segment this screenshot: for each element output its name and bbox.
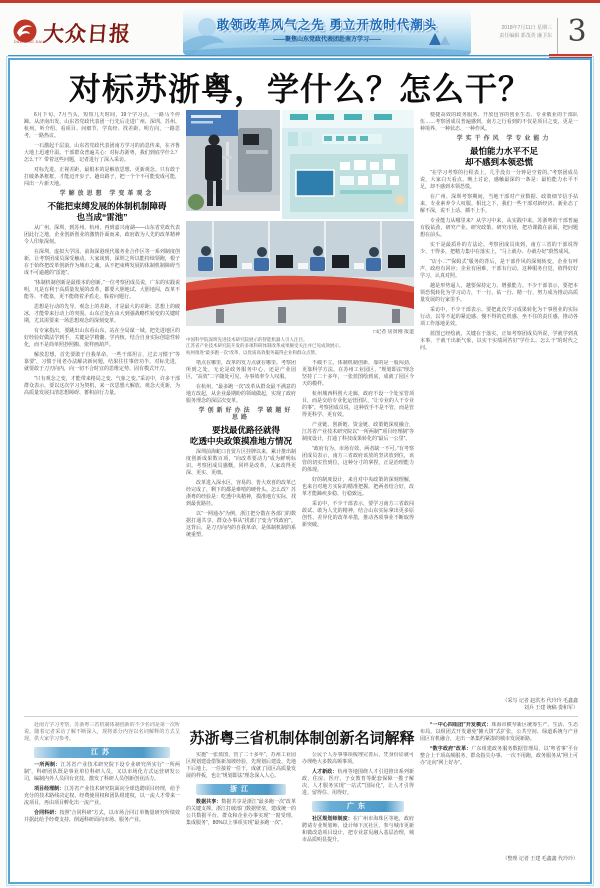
body-paragraph: 深圳前海蛇口自贸片区挂牌以来，累计推出制度创新成果数百项，“向改革要动力”成为鲜明标识。考察团成员感慨，同样是改革，人家改得更深、更实、更细。 — [186, 449, 296, 476]
date-block — [448, 24, 552, 40]
glossary-column-jiangsu — [24, 722, 180, 876]
caption-line: 中国科学院深圳先进技术研究院展示的智能机器人引人注目。 — [186, 336, 308, 342]
photo-caption — [186, 329, 414, 356]
section-divider — [24, 716, 578, 717]
page-number: 3 — [567, 14, 587, 49]
province-tag-guangdong: 广东 — [312, 801, 404, 812]
article-column-4 — [420, 112, 578, 696]
body-paragraph: 专业能力从哪里来？从学习中来，从实践中来。苏浙粤的干部普遍有股钻劲，研究产业、研究政策、研究市场，把功课做在前面，把问题想在前头。 — [420, 218, 578, 238]
glossary-term: 项目经理制：江苏省产业技术研究院面向全球选聘项目经理，给予充分的技术路线决定权、经费使用权和团队组建权，以一流人才带来一流项目，再由项目孵化出一流产业。 — [24, 786, 180, 806]
masthead-underline-blue — [8, 55, 549, 57]
body-paragraph: 产业链、创新链、资金链、政策链深度融合，江苏省产业技术研究院以“一所两制”“项目经理制”等制度设计，打通了科技成果转化的“最后一公里”。 — [302, 422, 414, 442]
body-paragraph: “在学习考察的行程表上，几乎没有一分钟是空着的。”考察团成员说，大家白天看点、晚上讨论，感触最深的一条是：最怕能力水平不足，却不感到本领恐慌。 — [420, 170, 578, 190]
section-kicker: 学实干作风 学专业能力 — [456, 136, 552, 142]
glossary-title: 苏浙粤三省机制体制创新名词解释 — [189, 729, 415, 747]
body-paragraph: “只有观念之变，才能带来格局之变、气象之变。”采访中，许多干部群众表示，要以这次学习为契机，来一次思想大解放、观念大更新，为高质量发展扫清思想障碍、蓄积前行力量。 — [24, 376, 180, 396]
body-paragraph: 6月下旬、7月当头，短短几天时间，19个学习点，一路马不停蹄。从济南出发，山东省党政代表团一行先后走进广州、深圳、苏州、杭州，听介绍、看项目、问细节，学真经、找差距、明方向，一路思考，一路热议。 — [24, 112, 180, 139]
glossary-term: 数据共享：数据共享是浙江“最多跑一次”改革的关键支撑。浙江打破部门数据壁垒，建成统一的公共数据平台，群众和企业办事实现“一窗受理、集成服务”，80%以上事项实现“最多跑一次”。 — [186, 799, 296, 826]
body-paragraph: 在深圳，虚拟大学园、前海深港现代服务业合作区等一系列制度创新，让考察团成员深受触动。大家谈到，深圳之所以能持续领跑，根子在于始终把改革创新作为城市之魂，从不把束缚发展的体制机制障碍当成不可逾越的“雷池”。 — [24, 249, 180, 276]
photo-service-hall — [186, 221, 414, 326]
date-line: 2018年7月11日 星期三 — [501, 25, 552, 31]
body-paragraph: 好的制度设计，来自对中央政策的深刻理解，也来自对地方实际的精准把握。把两者结合好，改革才能蹄疾步稳、行稳致远。 — [302, 477, 414, 497]
section-subhead: 最怕能力水平不足 却不感到本领恐慌 — [464, 146, 538, 167]
glossary-column-zhejiang — [186, 752, 296, 878]
paper-name-latin: DAZHONG DAILY — [14, 40, 48, 44]
body-paragraph: 越是形势逼人，越要保持定力、增强能力。不少干部表示，要把本领恐慌转化为学习动力，干一行、钻一行、精一行，努力成为推动高质量发展的行家里手。 — [420, 283, 578, 303]
section-kicker: 学解放思想 学变革观念 — [59, 191, 155, 197]
article-column-1 — [24, 112, 180, 712]
body-paragraph: 改革进入深水区，容易的、皆大欢喜的改革已经完成了，剩下的都是难啃的硬骨头。怎么改？苏浙粤的经验是：吃透中央精神，摸准地方实际，找到最优路径。 — [186, 480, 296, 507]
section-subhead: 不能把束缚发展的体制机制障碍 也当成“雷池” — [47, 201, 167, 222]
body-paragraph: 解放思想，首先要敢于自我革命。一些干部坦言，过去习惯于“等靠要”，习惯于用老办法解决新问题，结果往往事倍功半。对标先进，就要敢于刀刃向内，向一切不合时宜的思维定势、固有模式开刀。 — [24, 352, 180, 372]
body-paragraph: 不破不立。体制机制创新，靠的是一股闯劲，更靠科学方法。在苏州工业园区，“规划即法”理念坚持了二十多年，一张蓝图绘到底，成就了园区今天的模样。 — [302, 360, 414, 387]
article-column-2 — [186, 360, 296, 712]
body-paragraph: 便捷高效的政务服务、开放包容的创业生态、专业敬业的干部队伍……考察团成员普遍感到，南方之行看到的不仅是项目之变，更是一种境界、一种状态、一种作风。 — [420, 112, 578, 132]
glossary-column-d — [420, 722, 578, 854]
province-tag-zhejiang: 浙江 — [196, 784, 286, 795]
section-subhead: 要找最优路径就得 吃透中央政策摸准地方情况 — [189, 425, 292, 446]
paper-name: 大众日报 — [42, 21, 132, 46]
main-headline: 对标苏浙粤，学什么？怎么干？ — [68, 71, 531, 107]
glossary-lead: 实施“一张蓝图，管了二十多年”，苏州工业园区规划建设借鉴新加坡经验，先规划后建设、先地下后地上，一任接着一任干，成就了园区高质量发展的样板，也让“规划即法”理念深入人心。 — [186, 752, 296, 779]
glossary-term: “数字政府”改革：广东组建政务服务数据管理局，以“粤省事”平台整合上千项高频服务，群众指尖办事、一次不用跑，政务服务从“网上可办”走向“网上好办”。 — [420, 746, 578, 766]
masthead-logo — [12, 14, 182, 52]
article-column-3 — [302, 360, 414, 712]
glossary-intro: 赴南方学习考察，苏浙粤三省机制体制创新的不少名词是第一次听说。随着记者采访了解不断深入，现将部分内容以名词解释的方式呈现，供大家学习参考。 — [24, 722, 180, 742]
photo-exhibition-model — [282, 110, 414, 219]
photo-credit: □记者 房贤刚 报道 — [373, 329, 414, 335]
body-paragraph: “店小二”“保姆式”服务的背后，是干部作风的深刻转变。企业有呼声，政府有回应；企业有困难，干部有行动。这种服务自觉，值得好好学习、认真对照。 — [420, 259, 578, 279]
body-paragraph: 思想是行动的先导。观念上的差距，才是最大的差距；思想上的破冰，才能带来行动上的突围。山东正处在由大到强战略性转变的关键时期，尤其需要来一场思想观念的深刻变革。 — [24, 304, 180, 324]
glossary-term: 人才新政：杭州等地围绕人才引进推出系列新政，住房、医疗、子女教育等配套保障一揽子解决，人才服务实现“一站式”“国际化”，让人才引得进、留得住、用得好。 — [302, 769, 414, 796]
body-paragraph: 一石激起千层浪。山东省党政代表团南方学习的消息传来，在齐鲁大地上迅速升温。干部群众普遍关心：对标苏浙粤，我们到底学什么？怎么干？带着这些问题，记者进行了深入采访。 — [24, 143, 180, 163]
province-tag-jiangsu: 江苏 — [34, 747, 170, 758]
body-paragraph: “政府有为、市场有效，两者缺一不可。”有考察团成员表示，南方三省政府该放的坚决放到位，该管的切实管到位，这种分寸的拿捏，正是治理能力的体现。 — [302, 446, 414, 473]
body-paragraph: 有专家指出，要跳出山东看山东，站在全局谋一域。把先进地区的好经验好做法学到手，关键是学精髓、学内核，结合自身实际创造性转化，而不是简单照抄照搬、依样画葫芦。 — [24, 328, 180, 348]
glossary-term: 合同科研：按照“合同科研”方式，以市场合同订单衡量研究所绩效并据此给予经费支持，倒逼科研面向市场、服务产业。 — [24, 810, 180, 823]
body-paragraph: 堵点在哪里，改革的发力点就在哪里。考察团所到之处，无论是政务服务中心，还是产业园区，“高效”二字随处可见，办事效率令人叹服。 — [186, 360, 296, 380]
article-byline: （采写 记者 赵洪杰 代玲玲 毛鑫鑫 刘兵 王建 统稿 娄和军） — [502, 698, 578, 711]
banner-slogan: 敢领改革风气之先 勇立开放时代潮头 — [216, 18, 438, 32]
body-paragraph: 实干是最质朴的方法论。考察团成员谈到，南方三省的干部说得少、干得多，把精力集中在落实上，“马上就办、办就办好”蔚然成风。 — [420, 242, 578, 255]
body-paragraph: 杭州城西科创大走廊，政府不设一个处室管项目，而是交给专业化运营团队，“让专业的人干专业的事”。考察团成员说，这种放手不是不管，而是管得更科学、更有效。 — [302, 391, 414, 418]
section-kicker: 学创新好办法 学破题好思路 — [198, 408, 294, 421]
banner-subtitle: ——聚焦山东党政代表团赴南方学习—— — [217, 35, 437, 45]
body-paragraph: 在广州、深圳考察期间，当地干部对产业数据、政策细节信手拈来，专业素养令人叹服。相比之下，我们一些干部对新经济、新业态了解不深，说不上话、插不上手。 — [420, 194, 578, 214]
body-paragraph: 采访中，不少干部表示，要把此次学习成果转化为干事创业的实际行动，以等不起的紧迫感、慢不得的危机感、坐不住的责任感，推动各项工作落地见效。 — [420, 307, 578, 327]
top-rule — [0, 0, 600, 3]
photo-robot-lab — [186, 110, 280, 211]
body-paragraph: 从广州、深圳，到苏州、杭州，再到嘉兴南湖——山东省党政代表团此行之地，企业创新创业的激情扑面而来，政府敢为人先的改革精神令人印象深刻。 — [24, 225, 180, 245]
glossary-column-guangdong — [302, 752, 414, 878]
body-paragraph: 对标先进、正视差距，最根本的是解放思想、更新观念。只有敢于打破条条框框，才能迈开步子、趟出路子，把一个个不可能变成可能，闯出一片新天地。 — [24, 167, 180, 187]
masthead-divider — [557, 18, 558, 54]
glossary-credit: （整理 记者 王建 毛鑫鑫 代玲玲） — [502, 856, 578, 862]
body-paragraph: 蓝图已经绘就，关键在于落实。正如考察团成员所说，学就学到真本事，干就干出新气象，以实干实绩回答好“学什么、怎么干”的时代之问。 — [420, 331, 578, 351]
body-paragraph: 以“一网通办”为例，浙江把分散在各部门的数据打通共享，群众办事从“找部门”变为“找政府”。这背后，是刀刃向内的自我革命，是体制机制的系统重塑。 — [186, 511, 296, 538]
glossary-term: 一所两制：江苏省产业技术研究院下设专业研究所实行“一所两制”，科研团队既是事业单位科研人员，又以市场化方式运营研发公司，编制内外人员同台竞技，激发了科研人员创新创业活力。 — [24, 762, 180, 782]
glossary-lead: 公民个人办事事项梳理完善后，凭身份证就可办理绝大多数高频事项。 — [302, 752, 414, 765]
theme-banner — [183, 9, 471, 55]
glossary-term: 社区规划师制度：在广州市海珠区等地，政府聘请专业规划师、设计师下沉社区，参与城市更新和微改造项目设计，把专业意见融入基层治理，城市品质明显提升。 — [302, 816, 414, 843]
editor-line: 责任编辑 郭茂英 廉卫东 — [499, 33, 552, 39]
body-paragraph: “体制机制创新是最根本的创新。”一位考察团成员说，广东的实践说明，凡是有利于高质量发展的改革，都要大胆地试、大胆地闯，改革不能等、不能靠，更不能绕着矛盾走、躲着问题行。 — [24, 280, 180, 300]
glossary-term: “一中心四组团”开发模式：珠海市横琴新区统筹生产、生活、生态布局，以组团式开发避免“摊大饼”式扩张，公共空间、绿道系统与产业园区有机融合，走出一条集约紧凑的城市发展新路。 — [420, 722, 578, 742]
caption-line: 杭州推进“最多跑一次”改革，以优质高效服务赢得企业和群众点赞。 — [186, 349, 320, 355]
body-paragraph: 在杭州，“最多跑一次”改革从群众最不满意的地方改起，从企业最期盼的领域做起，实现了政府服务理念的深层次变革。 — [186, 384, 296, 404]
caption-line: 江苏省产业技术研究院开发的多项科研体制改革成果颇受关注并已见成效展示。 — [186, 343, 344, 348]
body-paragraph: 采访中，不少干部表示，要学习南方三省敢闯敢试、敢为人先的精神，结合山东实际拿出更多原创性、差异化的改革举措，推动各项事业不断取得新突破。 — [302, 501, 414, 528]
